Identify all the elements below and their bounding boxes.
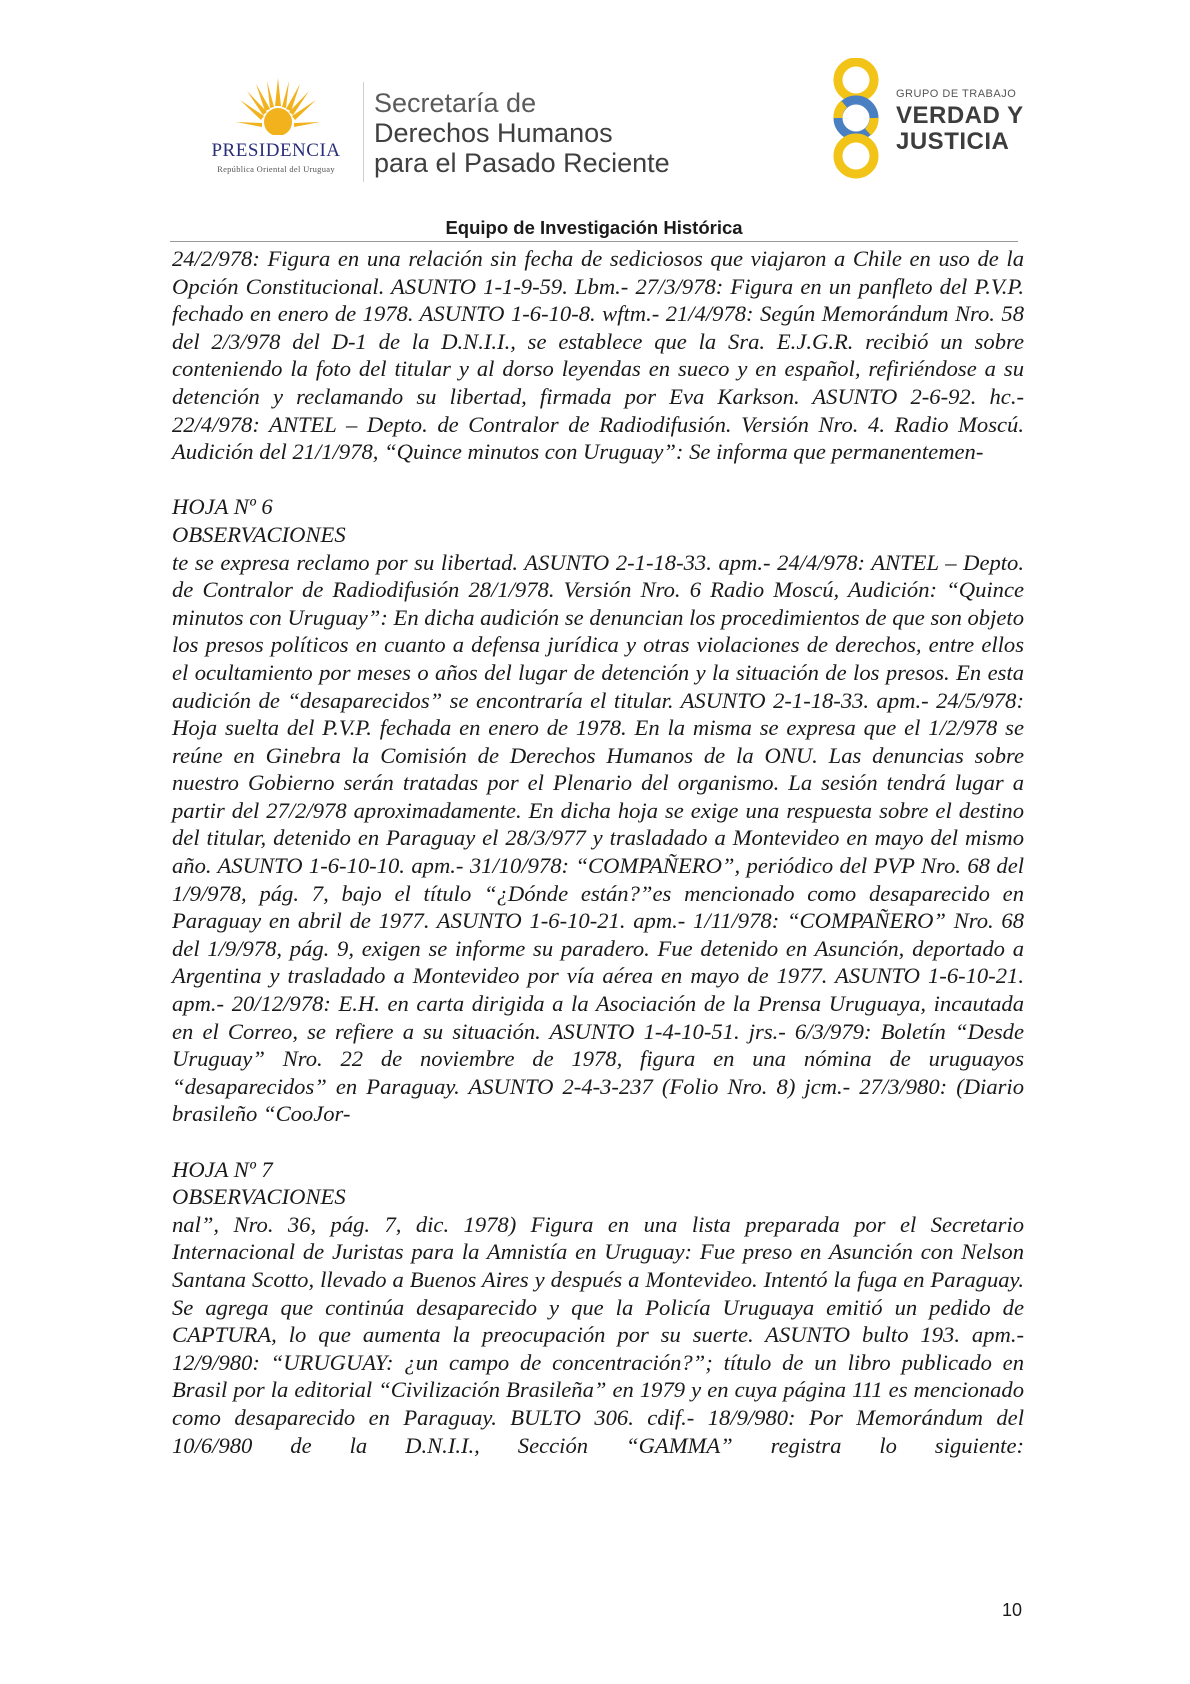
- republica-label: República Oriental del Uruguay: [217, 164, 335, 174]
- hoja-7-heading: HOJA Nº 7: [172, 1156, 273, 1182]
- paragraph-gap: [172, 1128, 1024, 1156]
- hoja-6-heading: HOJA Nº 6: [172, 494, 273, 520]
- linked-rings-icon: [820, 58, 892, 182]
- secretaria-line-3: para el Pasado Reciente: [374, 148, 670, 178]
- presidencia-logo: [196, 78, 356, 188]
- observaciones-6-heading: OBSERVACIONES: [172, 521, 346, 547]
- paragraph-gap: [172, 466, 1024, 494]
- verdad-justicia-logo: [820, 58, 1030, 182]
- sun-icon: [236, 78, 320, 140]
- secretaria-line-2: Derechos Humanos: [374, 118, 613, 148]
- header-rule: [170, 241, 1018, 242]
- grupo-label: GRUPO DE TRABAJO: [896, 88, 1017, 100]
- paragraph-1: 24/2/978: Figura en una relación sin fecha de sediciosos que viajaron a Chile en uso de la Opción Constitucional. ASUNTO 1-1-9-59. Lbm.- 27/3/978: Figura en un panfleto del P.V.P. fechado en enero de 1978. ASUNTO 1-6-10-8. wftm.- 21/4/978: Según Memorándum Nro. 58 del 2/3/978 del D-1 de la D.N.I.I., se establece que la Sra. E.J.G.R. recibió un sobre conteniendo la foto del titular y al dorso leyendas en sueco y en español, refiriéndose a su detención y reclamando su libertad, firmada por Eva Karkson. ASUNTO 2-6-92. hc.- 22/4/978: ANTEL – Depto. de Contralor de Radiodifusión. Versión Nro. 4. Radio Moscú. Audición del 21/1/978, “Quince minutos con Uruguay”: Se informa que permanentemen-: [172, 246, 1024, 465]
- running-header: Equipo de Investigación Histórica: [445, 217, 743, 238]
- secretaria-line-1: Secretaría de: [374, 88, 537, 118]
- paragraph-2: te se expresa reclamo por su libertad. ASUNTO 2-1-18-33. apm.- 24/4/978: ANTEL – Depto. de Contralor de Radiodifusión 28/1/978. Versión Nro. 6 Radio Moscú, Audición: “Quince minutos con Uruguay”: En dicha audición se denuncian los procedimientos de que son objeto los presos políticos en cuanto a defensa jurídica y otras violaciones de derechos, entre ellos el ocultamiento por meses o años del lugar de detención y la situación de los presos. En esta audición de “desaparecidos” se encontraría el titular. ASUNTO 2-1-18-33. apm.- 24/5/978: Hoja suelta del P.V.P. fechada en enero de 1978. En la misma se expresa que el 1/2/978 se reúne en Ginebra la Comisión de Derechos Humanos de la ONU. Las denuncias sobre nuestro Gobierno serán tratadas por el Plenario del organismo. La sesión tendrá lugar a partir del 27/2/978 aproximadamente. En dicha hoja se exige una respuesta sobre el destino del titular, detenido en Paraguay el 28/3/977 y trasladado a Montevideo en mayo del mismo año. ASUNTO 1-6-10-10. apm.- 31/10/978: “COMPAÑERO”, periódico del PVP Nro. 68 del 1/9/978, pág. 7, bajo el título “¿Dónde están?”es mencionado como desaparecido en Paraguay en abril de 1977. ASUNTO 1-6-10-21. apm.- 1/11/978: “COMPAÑERO” Nro. 68 del 1/9/978, pág. 9, exigen se informe su paradero. Fue detenido en Asunción, deportado a Argentina y trasladado a Montevideo por vía aérea en mayo de 1977. ASUNTO 1-6-10-21. apm.- 20/12/978: E.H. en carta dirigida a la Asociación de la Prensa Uruguaya, incautada en el Correo, se refiere a su situación. ASUNTO 1-4-10-51. jrs.- 6/3/979: Boletín “Desde Uruguay” Nro. 22 de noviembre de 1978, figura en una nómina de uruguayos “desaparecidos” en Paraguay. ASUNTO 2-4-3-237 (Folio Nro. 8) jcm.- 27/3/980: (Diario brasileño “CooJor-: [172, 549, 1024, 1127]
- secretaria-title: [374, 88, 670, 178]
- body-text: [172, 245, 1024, 1459]
- page-number: 10: [1002, 1600, 1023, 1620]
- letterhead-divider: [363, 82, 364, 182]
- justicia-label: JUSTICIA: [896, 128, 1010, 155]
- paragraph-3: nal”, Nro. 36, pág. 7, dic. 1978) Figura en una lista preparada por el Secretario Internacional de Juristas para la Amnistía en Uruguay: Fue preso en Asunción con Nelson Santana Scotto, llevado a Buenos Aires y después a Montevideo. Intentó la fuga en Paraguay. Se agrega que continúa desaparecido y que la Policía Uruguaya emitió un pedido de CAPTURA, lo que aumenta la preocupación por su suerte. ASUNTO bulto 193. apm.- 12/9/980: “URUGUAY: ¿un campo de concentración?”; título de un libro publicado en Brasil por la editorial “Civilización Brasileña” en 1979 y en cuya página 111 es mencionado como desaparecido en Paraguay. BULTO 306. cdif.- 18/9/980: Por Memorándum del 10/6/980 de la D.N.I.I., Sección “GAMMA” registra lo siguiente:: [172, 1211, 1024, 1458]
- presidencia-label: PRESIDENCIA: [211, 140, 341, 161]
- observaciones-7-heading: OBSERVACIONES: [172, 1184, 346, 1210]
- verdad-label: VERDAD Y: [896, 102, 1024, 129]
